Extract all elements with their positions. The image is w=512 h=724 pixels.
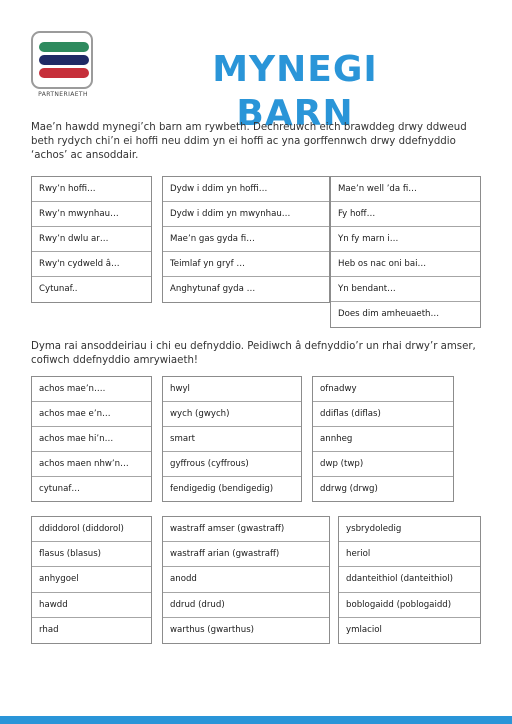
opener-cell: Anghytunaf gyda … <box>170 284 256 294</box>
opener-cell: Teimlaf yn gryf … <box>163 252 329 277</box>
connective-cell: achos maen nhw’n… <box>32 452 151 477</box>
connective-cell: achos mae’n…. <box>32 377 151 402</box>
logo-emblem <box>31 31 93 89</box>
adjectives-column-1 <box>31 516 152 644</box>
opener-cell: Rwy’n dwlu ar… <box>32 227 151 252</box>
adjective-cell: rhad <box>39 624 59 635</box>
adjective-cell: heriol <box>339 542 480 567</box>
adjective-cell: ddrwg (drwg) <box>320 484 378 494</box>
opener-cell: Rwy’n hoffi… <box>32 177 151 202</box>
adjective-cell: dwp (twp) <box>313 452 453 477</box>
adjectives-column-3 <box>338 516 481 644</box>
adjective-cell: boblogaidd (poblogaidd) <box>339 593 480 618</box>
adjective-cell: wastraff arian (gwastraff) <box>163 542 329 567</box>
opener-cell: Rwy’n mwynhau… <box>32 202 151 227</box>
partneriaeth-logo <box>31 31 95 99</box>
opener-cell: Does dim amheuaeth… <box>338 309 440 319</box>
opener-cell: Yn fy marn i… <box>331 227 480 252</box>
connectives-grid <box>31 376 481 502</box>
adjective-cell: anhygoel <box>32 567 151 592</box>
connectives-column-1 <box>31 376 152 502</box>
logo-text: PARTNERIAETH <box>38 91 88 98</box>
adjectives-intro-paragraph: Dyma rai ansoddeiriau i chi eu defnyddio. Peidiwch â defnyddio’r un rhai drwy’r amser, cofiwch ddefnyddio amrywiaeth! <box>31 341 476 366</box>
adjective-cell: ddanteithiol (danteithiol) <box>339 567 480 592</box>
opinion-openers-grid <box>31 176 481 328</box>
adjective-cell: ysbrydoledig <box>339 517 480 542</box>
adjective-cell: gyffrous (cyffrous) <box>163 452 301 477</box>
adjective-cell: wastraff amser (gwastraff) <box>163 517 329 542</box>
opener-cell: Dydw i ddim yn hoffi… <box>163 177 329 202</box>
negative-adjectives-column <box>312 376 454 502</box>
adjective-cell: ymlaciol <box>346 624 382 635</box>
adjective-cell: ddrud (drud) <box>163 593 329 618</box>
adjective-cell: ddiddorol (diddorol) <box>32 517 151 542</box>
adjective-cell: annheg <box>313 427 453 452</box>
opener-cell: Rwy'n cydweld â… <box>32 252 151 277</box>
page-title: MYNEGI BARN <box>212 49 378 134</box>
opener-cell: Mae’n well ’da fi… <box>331 177 480 202</box>
adjective-cell: flasus (blasus) <box>32 542 151 567</box>
adjectives-grid <box>31 516 481 644</box>
adjective-cell: warthus (gwarthus) <box>170 624 255 635</box>
intro-paragraph: Mae’n hawdd mynegi’ch barn am rywbeth. Dechreuwch eich brawddeg drwy ddweud beth rydych chi’n ei hoffi neu ddim yn ei hoffi ac yna gorffennwch drwy ddefnyddio ‘achos’ ac ansoddair. <box>31 122 467 161</box>
openers-column-1 <box>31 176 152 303</box>
opener-cell: Dydw i ddim yn mwynhau… <box>163 202 329 227</box>
opener-cell: Mae’n gas gyda fi… <box>163 227 329 252</box>
logo-green-stripe <box>39 42 89 52</box>
logo-blue-stripe <box>39 55 89 65</box>
opener-cell: Fy hoff… <box>331 202 480 227</box>
adjective-cell: smart <box>163 427 301 452</box>
adjective-cell: hwyl <box>163 377 301 402</box>
adjective-cell: wych (gwych) <box>163 402 301 427</box>
positive-adjectives-column <box>162 376 302 502</box>
adjective-cell: fendigedig (bendigedig) <box>170 484 274 494</box>
adjective-cell: anodd <box>163 567 329 592</box>
adjectives-column-2 <box>162 516 330 644</box>
connective-cell: cytunaf… <box>39 484 80 494</box>
adjective-cell: ofnadwy <box>313 377 453 402</box>
footer-bar <box>0 716 512 724</box>
logo-red-stripe <box>39 68 89 78</box>
connective-cell: achos mae e’n… <box>32 402 151 427</box>
opener-cell: Cytunaf.. <box>39 284 78 294</box>
openers-column-2 <box>162 176 330 303</box>
connective-cell: achos mae hi’n… <box>32 427 151 452</box>
adjective-cell: hawdd <box>32 593 151 618</box>
openers-column-3 <box>330 176 481 328</box>
opener-cell: Yn bendant… <box>331 277 480 302</box>
opener-cell: Heb os nac oni bai… <box>331 252 480 277</box>
adjective-cell: ddiflas (diflas) <box>313 402 453 427</box>
